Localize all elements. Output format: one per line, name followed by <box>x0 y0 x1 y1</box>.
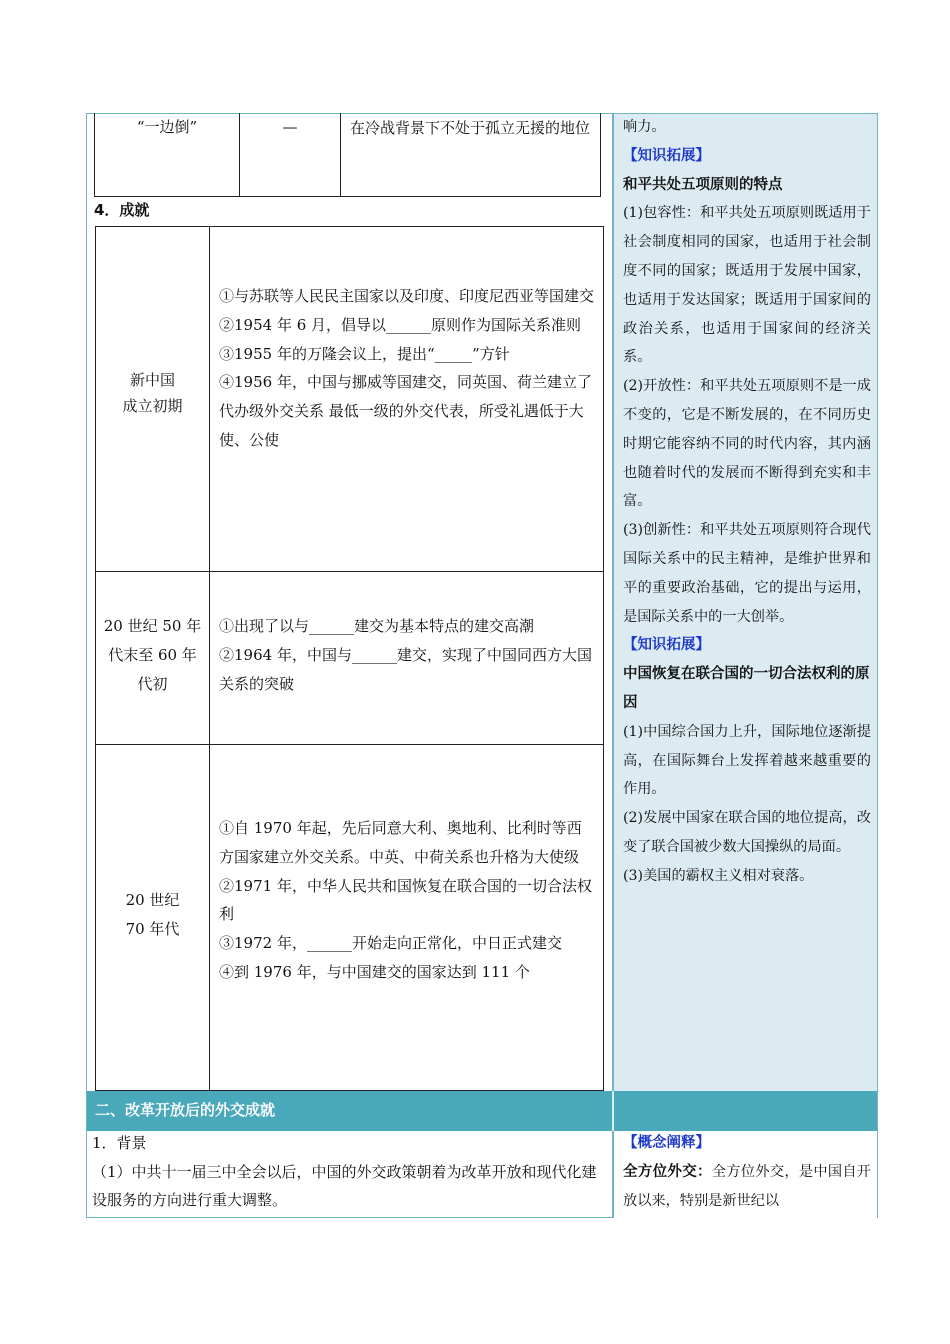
sidebar-paragraph: (3)美国的霸权主义相对衰落。 <box>623 867 814 884</box>
background-text: （1）中共十一届三中全会以后，中国的外交政策朝着为改革开放和现代化建设服务的方向进行重大调整。 <box>92 1163 597 1209</box>
sidebar-text <box>623 113 871 891</box>
sidebar-title: 和平共处五项原则的特点 <box>623 176 783 193</box>
sidebar-line: 响力。 <box>623 119 666 135</box>
sidebar-paragraph: (1)中国综合国力上升，国际地位逐渐提高，在国际舞台上发挥着越来越重要的作用。 <box>623 723 871 798</box>
knowledge-tag: 【知识拓展】 <box>623 637 710 654</box>
section-bar-split <box>612 1091 614 1131</box>
top-table-cell-2: — <box>282 118 298 136</box>
content-cell: ①自 1970 年起，先后同意大利、奥地利、比利时等西方国家建立外交关系。中英、中荷关系也升格为大使级 ②1971 年，中华人民共和国恢复在联合国的一切合法权利 ③1972 年，______开始走向正常化，中日正式建交 ④到 1976 年，与中国建交的国家达到 111 个 <box>219 819 592 981</box>
column-divider <box>612 113 614 1218</box>
top-table-cell-1: “一边倒” <box>136 118 198 136</box>
achievements-heading: 4．成就 <box>94 201 150 219</box>
row-divider <box>95 571 604 572</box>
concept-tag: 【概念阐释】 <box>623 1135 710 1151</box>
sidebar-paragraph: (2)开放性：和平共处五项原则不是一成不变的，它是不断发展的，在不同历史时期它能容纳不同的时代内容，其内涵也随着时代的发展而不断得到充实和丰富。 <box>623 378 871 510</box>
concept-box <box>623 1129 871 1216</box>
sidebar-paragraph: (3)创新性：和平共处五项原则符合现代国际关系中的民主精神，是维护世界和平的重要政治基础，它的提出与运用，是国际关系中的一大创举。 <box>623 522 871 625</box>
period-cell: 20 世纪 50 年 代末至 60 年 代初 <box>103 617 202 693</box>
content-cell: ①出现了以与______建交为基本特点的建交高潮 ②1964 年，中国与______建交，实现了中国同西方大国关系的突破 <box>219 617 592 693</box>
knowledge-tag: 【知识拓展】 <box>623 147 710 164</box>
content-cell: ①与苏联等人民民主国家以及印度、印度尼西亚等国建交 ②1954 年 6 月，倡导以______原则作为国际关系准则 ③1955 年的万隆会议上，提出“_____”方针 ④1956 年，中国与挪威等国建交，同英国、荷兰建立了代办级外交关系 最低一级的外交代表，所受礼遇低于大使、公使 <box>219 287 595 449</box>
sidebar-title: 中国恢复在联合国的一切合法权利的原因 <box>623 666 870 711</box>
period-cell: 新中国 成立初期 <box>122 371 183 415</box>
concept-term: 全方位外交： <box>623 1164 712 1180</box>
sidebar-paragraph: (1)包容性：和平共处五项原则既适用于社会制度相同的国家，也适用于社会制度不同的国家；既适用于发展中国家，也适用于发达国家；既适用于国家间的政治关系，也适用于国家间的经济关系。 <box>623 205 871 366</box>
achievements-table-divider <box>209 226 210 1091</box>
row-divider <box>95 744 604 745</box>
top-table-cell-3: 在冷战背景下不处于孤立无援的地位 <box>349 119 590 137</box>
concept-text: 全方位外交，是中国自开放以来，特别是新世纪以 <box>623 1164 871 1209</box>
top-table-divider <box>340 113 341 197</box>
background-heading: 1．背景 <box>92 1134 147 1152</box>
sidebar-paragraph: (2)发展中国家在联合国的地位提高，改变了联合国被少数大国操纵的局面。 <box>623 810 871 855</box>
period-cell: 20 世纪 70 年代 <box>125 891 180 938</box>
section-title: 二、改革开放后的外交成就 <box>95 1101 276 1119</box>
